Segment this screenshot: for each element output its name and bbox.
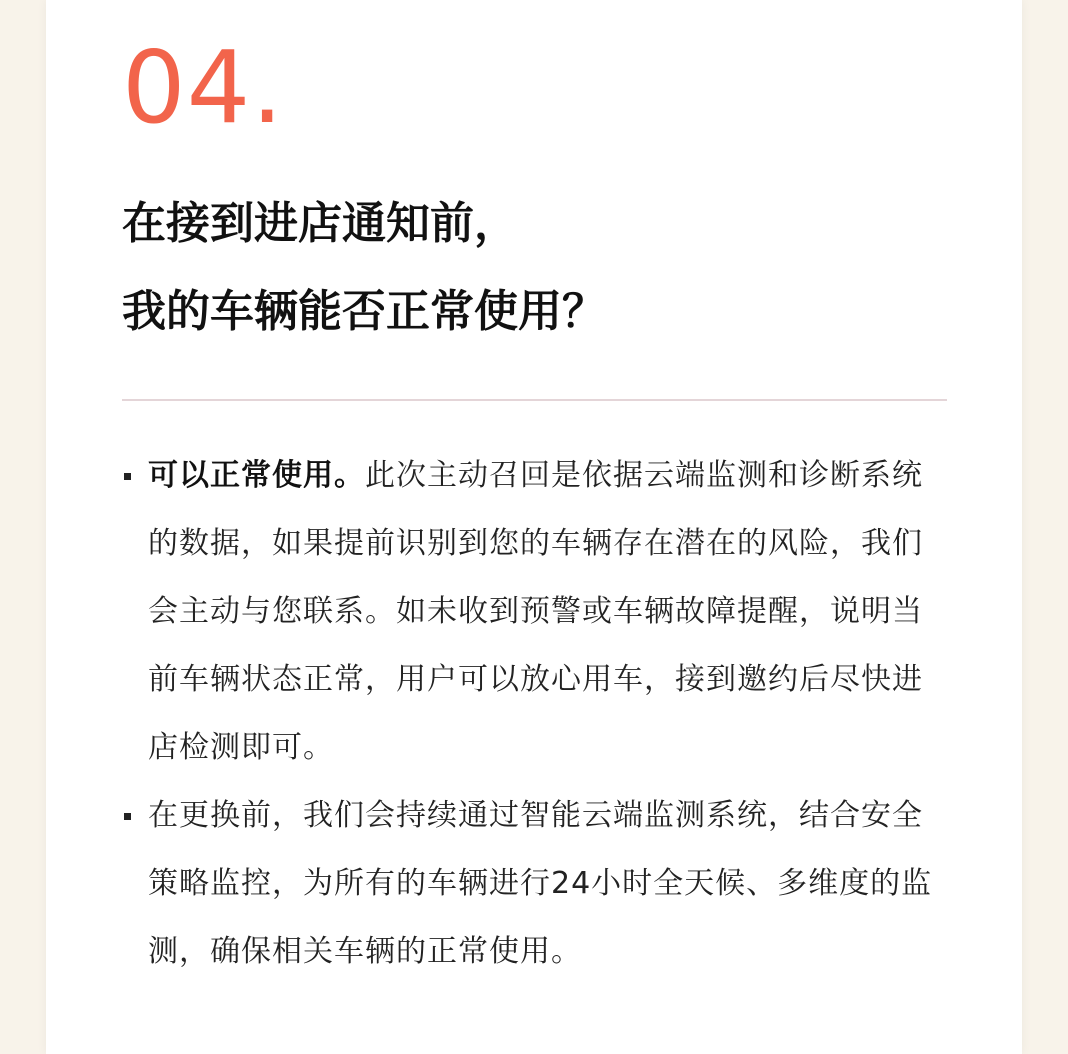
bullet-icon: [124, 473, 131, 480]
content-card: [46, 0, 1022, 1054]
title-line-1: 在接到进店通知前，: [122, 198, 518, 249]
list-item: [122, 442, 952, 782]
answer-list: [122, 442, 952, 986]
list-item-text: 在更换前，我们会持续通过智能云端监测系统，结合安全策略监控，为所有的车辆进行24小时全天候、多维度的监测，确保相关车辆的正常使用。: [148, 798, 933, 969]
section-number: 04.: [122, 29, 285, 146]
list-item-emphasis: 可以正常使用。: [148, 458, 365, 493]
title-line-2: 我的车辆能否正常使用？: [122, 286, 606, 337]
list-item-text: 此次主动召回是依据云端监测和诊断系统的数据，如果提前识别到您的车辆存在潜在的风险，我们会主动与您联系。如未收到预警或车辆故障提醒，说明当前车辆状态正常，用户可以放心用车，接到邀约后尽快进店检测即可。: [148, 458, 923, 765]
divider: [122, 399, 947, 401]
bullet-icon: [124, 813, 131, 820]
page-title: [122, 180, 952, 356]
list-item: [122, 782, 952, 986]
